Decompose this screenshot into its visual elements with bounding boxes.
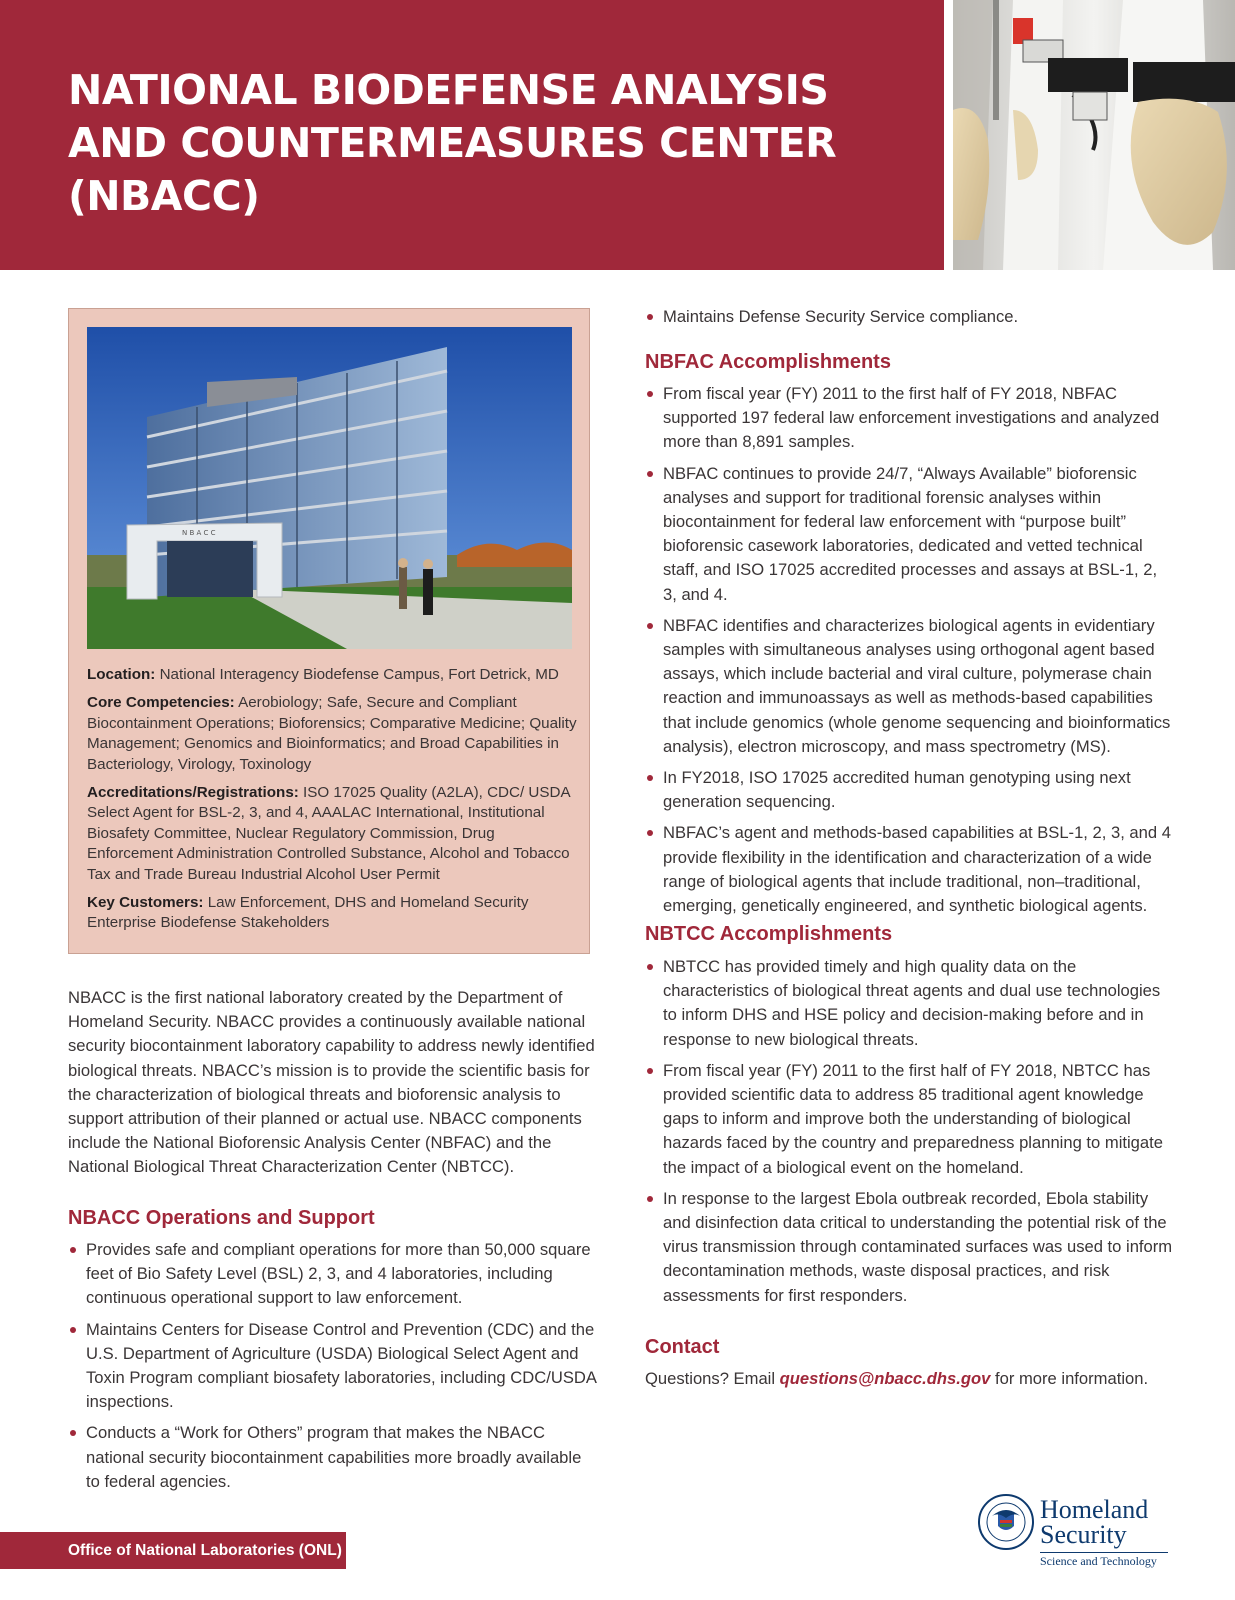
facility-info-panel — [68, 308, 590, 954]
intro-paragraph: NBACC is the first national laboratory created by the Department of Homeland Security. NBACC provides a continuously available national security biocontainment laboratory capability to address newly identified biological threats. NBACC’s mission is to provide the scientific basis for the characterization of biological threats and bioforensic analysis to support attribution of their planned or actual use. NBACC components include the National Bioforensic Analysis Center (NBFAC) and the National Biological Threat Characterization Center (NBTCC). — [68, 988, 595, 1177]
contact-suffix: for more information. — [990, 1369, 1149, 1388]
contact-email-link[interactable]: questions@nbacc.dhs.gov — [779, 1369, 991, 1388]
office-name: Office of National Laboratories (ONL) — [68, 1542, 342, 1559]
nbtcc-list — [645, 955, 1175, 1315]
logo-divider — [1040, 1552, 1168, 1553]
list-item: NBTCC has provided timely and high quality data on the characteristics of biological threat agents and dual use technologies to inform DHS and HSE policy and decision-making before and in response to new biological threats. — [645, 955, 1175, 1052]
building-sign: N B A C C — [182, 529, 216, 537]
contact-prefix: Questions? Email — [645, 1369, 780, 1388]
nbacc-building-photo — [87, 327, 572, 649]
nbfac-list — [645, 382, 1175, 925]
office-footer-bar — [0, 1532, 346, 1569]
nbfac-heading: NBFAC Accomplishments — [645, 351, 891, 373]
list-item: Conducts a “Work for Others” program that makes the NBACC national security biocontainment capabilities more broadly available to federal agencies. — [68, 1421, 598, 1494]
list-item: Maintains Centers for Disease Control and Prevention (CDC) and the U.S. Department of Agriculture (USDA) Biological Select Agent and Toxin Program compliant biosafety laboratories, including CDC/USDA inspections. — [68, 1318, 598, 1415]
list-item: In response to the largest Ebola outbreak recorded, Ebola stability and disinfection data critical to understanding the potential risk of the virus transmission through contaminated surfaces was used to inform decontamination methods, waste disposal practices, and risk assessments for first responders. — [645, 1187, 1175, 1308]
customers-fact: Key Customers: Law Enforcement, DHS and Homeland Security Enterprise Biodefense Stakeholders — [87, 894, 529, 932]
list-item: NBFAC identifies and characterizes biological agents in evidentiary samples with simultaneous analyses using orthogonal agent based assays, which include bacterial and viral culture, polymerase chain reaction and immunoassays as well as methods-based capabilities that include genomics (whole genome sequencing and bioinformatics analysis), electron microscopy, and mass spectrometry (MS). — [645, 614, 1175, 759]
protective-suits-illustration — [953, 0, 1235, 270]
protective-suits-photo — [953, 0, 1235, 270]
list-item: Maintains Defense Security Service compliance. — [645, 305, 1205, 329]
facility-facts — [87, 665, 577, 942]
accreditations-fact: Accreditations/Registrations: ISO 17025 Quality (A2LA), CDC/ USDA Select Agent for BSL-2, 3, and 4, AAALAC International, Institutional Biosafety Committee, Nuclear Regulatory Commission, Drug Enforcement Administration Controlled Substance, Alcohol and Tobacco Tax and Trade Bureau Industrial Alcohol User Permit — [87, 784, 570, 883]
dhs-logo — [978, 1490, 1178, 1570]
list-item: NBFAC’s agent and methods-based capabilities at BSL-1, 2, 3, and 4 provide flexibility in the identification and characterization of a wide range of biological agents that include traditional, non–traditional, emerging, genetically engineered, and synthetic biological agents. — [645, 821, 1175, 918]
contact-heading: Contact — [645, 1336, 720, 1358]
building-illustration — [87, 327, 572, 649]
list-item: From fiscal year (FY) 2011 to the first half of FY 2018, NBFAC supported 197 federal law enforcement investigations and analyzed more than 8,891 samples. — [645, 382, 1175, 455]
logo-tagline: Science and Technology — [1040, 1554, 1157, 1568]
title-banner — [0, 0, 944, 270]
logo-word-homeland: Homeland — [1040, 1495, 1149, 1524]
list-item: NBFAC continues to provide 24/7, “Always Available” bioforensic analyses and support for traditional forensic analyses within biocontainment for federal law enforcement with “purpose built” bioforensic casework laboratories, dedicated and vetted technical staff, and ISO 17025 accredited processes and assays at BSL-1, 2, 3, and 4. — [645, 462, 1175, 607]
dhs-seal-icon — [978, 1494, 1034, 1550]
contact-line — [645, 1367, 1205, 1391]
list-item: From fiscal year (FY) 2011 to the first half of FY 2018, NBTCC has provided scientific data to address 85 traditional agent knowledge gaps to inform and improve both the understanding of biological hazards faced by the country and preparedness planning to mitigate the impact of a biological event on the homeland. — [645, 1059, 1175, 1180]
location-fact: Location: National Interagency Biodefense Campus, Fort Detrick, MD — [87, 666, 559, 683]
competencies-fact: Core Competencies: Aerobiology; Safe, Secure and Compliant Biocontainment Operations; Bioforensics; Comparative Medicine; Quality Management; Genomics and Bioinformatics; and Broad Capabilities in Bacteriology, Virology, Toxinology — [87, 694, 577, 773]
list-item: Provides safe and compliant operations for more than 50,000 square feet of Bio Safety Level (BSL) 2, 3, and 4 laboratories, including continuous operational support to law enforcement. — [68, 1238, 598, 1311]
operations-list — [68, 1238, 598, 1501]
operations-list-continued — [645, 305, 1205, 336]
list-item: In FY2018, ISO 17025 accredited human genotyping using next generation sequencing. — [645, 766, 1175, 814]
operations-heading: NBACC Operations and Support — [68, 1207, 375, 1229]
logo-word-security: Security — [1040, 1520, 1127, 1549]
nbtcc-heading: NBTCC Accomplishments — [645, 923, 893, 945]
page-title: NATIONAL BIODEFENSE ANALYSIS AND COUNTERMEASURES CENTER (NBACC) — [68, 66, 837, 220]
